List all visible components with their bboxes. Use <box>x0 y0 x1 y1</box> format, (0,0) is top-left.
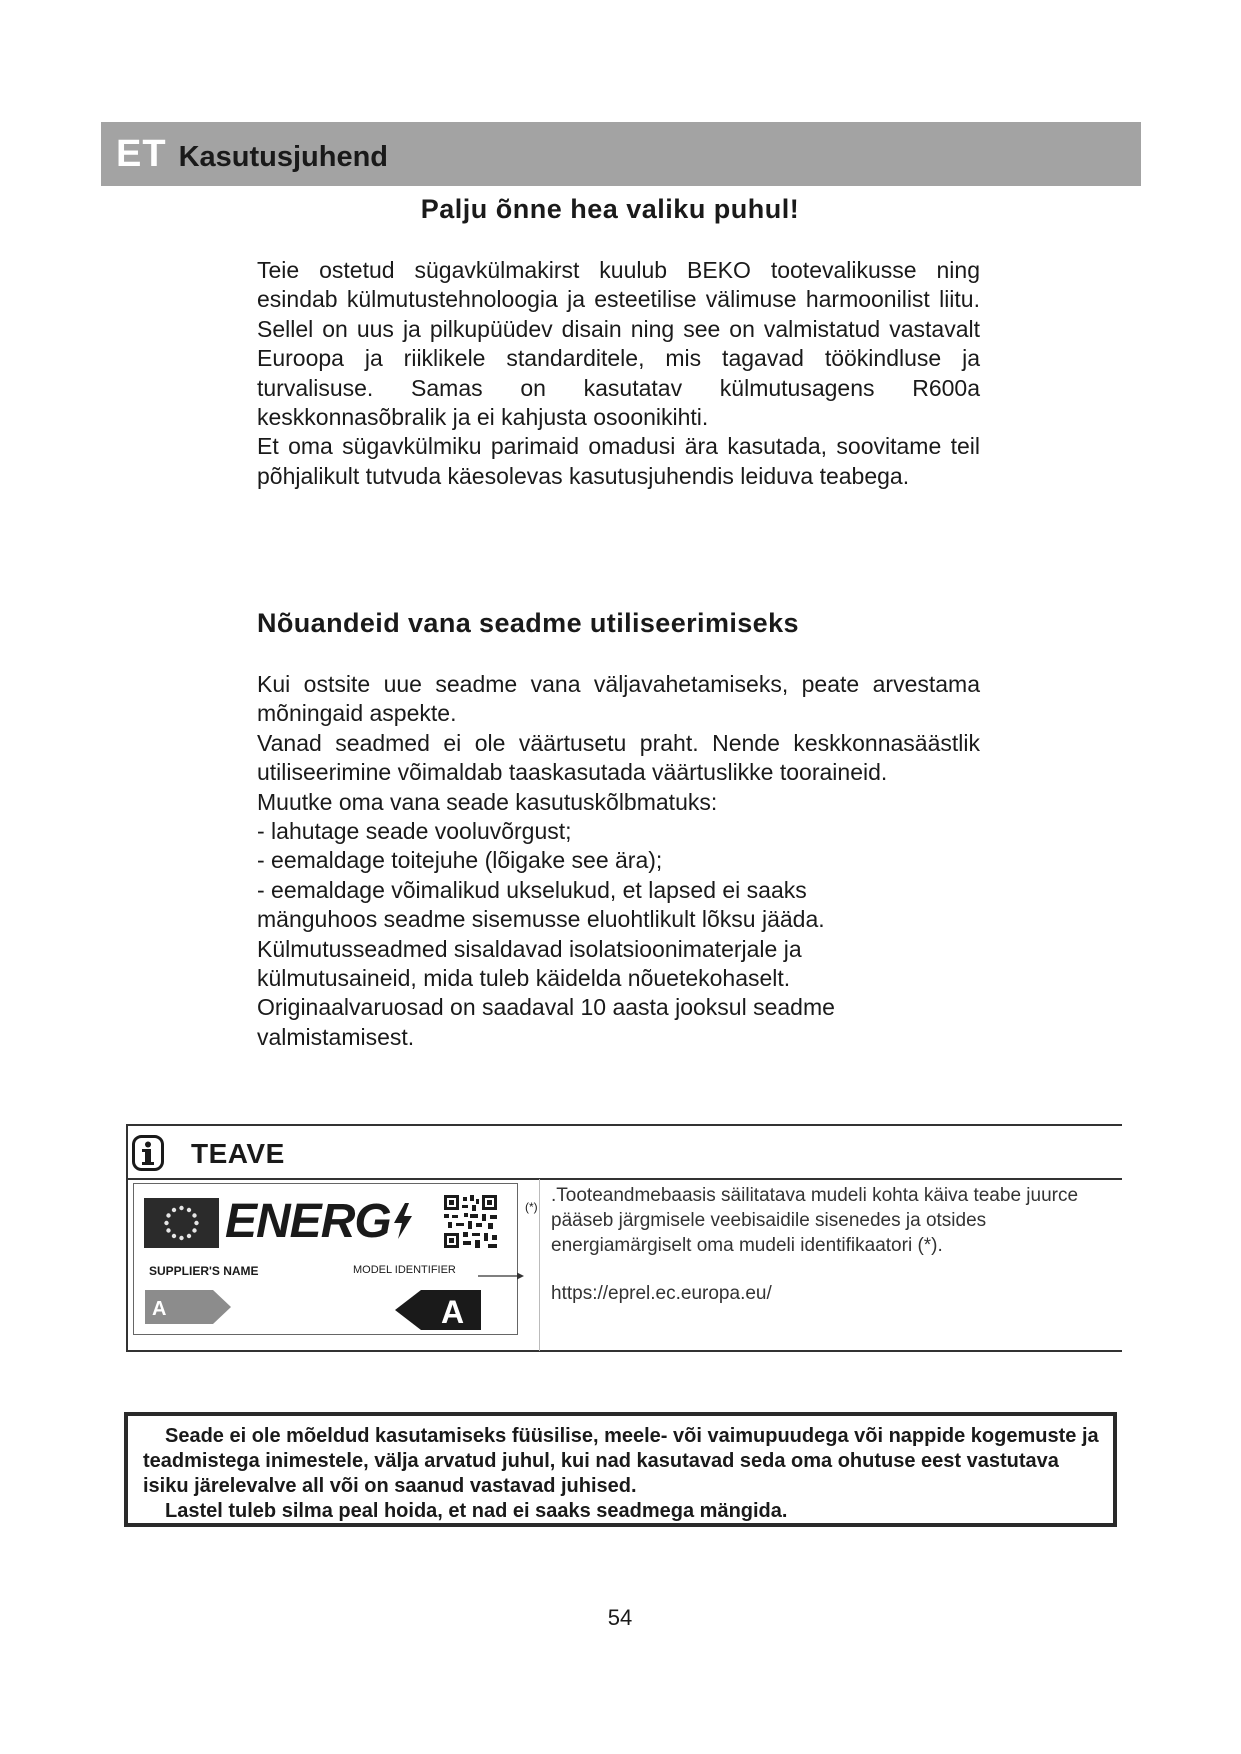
info-title: TEAVE <box>191 1138 285 1169</box>
intro-paragraph: Teie ostetud sügavkülmakirst kuulub BEKO tootevalikusse ning esindab külmutustehnoloogia ja esteetilise välimuse harmoonilist liitu. Sellel on uus ja pilkupüüdev disain ning see on valmistatud vastavalt Euroopa ja riiklikele standarditele, mis tagavad töökindluse ja turvalisuse. Samas on kasutatav külmutusagens R600a keskkonnasõbralik ja ei kahjusta osoonikihti. <box>257 257 980 431</box>
divider <box>126 1350 1122 1352</box>
disposal-paragraph: Kui ostsite uue seadme vana väljavahetamiseks, peate arvestama mõningaid aspekte. <box>257 671 980 727</box>
page-number: 54 <box>607 1605 633 1630</box>
eu-flag-icon <box>144 1198 219 1248</box>
disposal-instruction: Muutke oma vana seade kasutuskõlbmatuks: <box>257 788 718 815</box>
warning-box <box>124 1412 1117 1527</box>
intro-section <box>257 256 980 491</box>
intro-paragraph: Et oma sügavkülmiku parimaid omadusi ära kasutada, soovitame teil põhjalikult tutvuda käesolevas kasutusjuhendis leiduva teabega. <box>257 433 980 489</box>
energy-class-arrow-small <box>145 1290 231 1324</box>
disposal-paragraph: Vanad seadmed ei ole väärtusetu praht. Nende keskkonnasäästlik utiliseerimine võimaldab taaskasutada väärtuslikke tooraineid. <box>257 729 980 786</box>
spare-parts-note: valmistamisest. <box>257 1023 415 1050</box>
info-icon <box>132 1135 164 1171</box>
divider <box>126 1178 1122 1180</box>
insulation-note: külmutusaineid, mida tuleb käidelda nõuetekohaselt. <box>257 965 791 992</box>
page-title: Kasutusjuhend <box>178 140 389 173</box>
list-item: - lahutage seade vooluvõrgust; <box>257 818 572 845</box>
supplier-name-label: SUPPLIER'S NAME <box>149 1264 259 1278</box>
warning-text: Seade ei ole mõeldud kasutamiseks füüsilise, meele- või vaimupuudega või nappide kogemuste ja teadmistega inimestele, välja arvatud juhul, kui nad kasutavad seda oma ohutuse eest vastutava isiku järelevalve all või on saanud vastavad juhised. <box>143 1425 1099 1497</box>
model-identifier-label: MODEL IDENTIFIER <box>353 1264 456 1276</box>
language-code: ET <box>116 132 167 175</box>
energy-class-value: A <box>152 1298 167 1320</box>
eprel-link[interactable]: https://eprel.ec.europa.eu/ <box>551 1283 772 1304</box>
disposal-section <box>257 670 980 1052</box>
list-item: - eemaldage toitejuhe (lõigake see ära); <box>257 847 663 874</box>
header-bar <box>101 122 1141 186</box>
qr-code-icon <box>444 1195 497 1248</box>
note-mark: (*) <box>525 1200 538 1214</box>
section-heading: Nõuandeid vana seadme utiliseerimiseks <box>257 608 799 638</box>
insulation-note: Külmutusseadmed sisaldavad isolatsioonimaterjale ja <box>257 935 802 962</box>
list-item: mänguhoos seadme sisemusse eluohtlikult lõksu jääda. <box>257 906 825 933</box>
list-item: - eemaldage võimalikud ukselukud, et lapsed ei saaks <box>257 876 807 903</box>
info-box <box>126 1124 1122 1353</box>
spare-parts-note: Originaalvaruosad on saadaval 10 aasta jooksul seadme <box>257 994 835 1021</box>
congratulations-heading: Palju õnne hea valiku puhul! <box>420 194 800 224</box>
energy-logo: ENERG <box>225 1192 415 1252</box>
divider <box>539 1179 540 1351</box>
energy-label <box>133 1183 518 1335</box>
lightning-icon <box>391 1201 415 1241</box>
arrow-icon <box>478 1272 524 1280</box>
energy-class-value: A <box>441 1294 465 1330</box>
divider <box>126 1124 1122 1126</box>
energy-class-arrow-big <box>395 1290 481 1330</box>
info-text: .Tooteandmebaasis säilitatava mudeli kohta käiva teabe juurce pääseb järgmisele veebisaidile sisenedes ja otsides energiamärgiselt oma mudeli identifikaatori (*). <box>551 1185 1079 1256</box>
warning-text: Lastel tuleb silma peal hoida, et nad ei saaks seadmega mängida. <box>165 1500 788 1522</box>
divider <box>126 1124 128 1352</box>
